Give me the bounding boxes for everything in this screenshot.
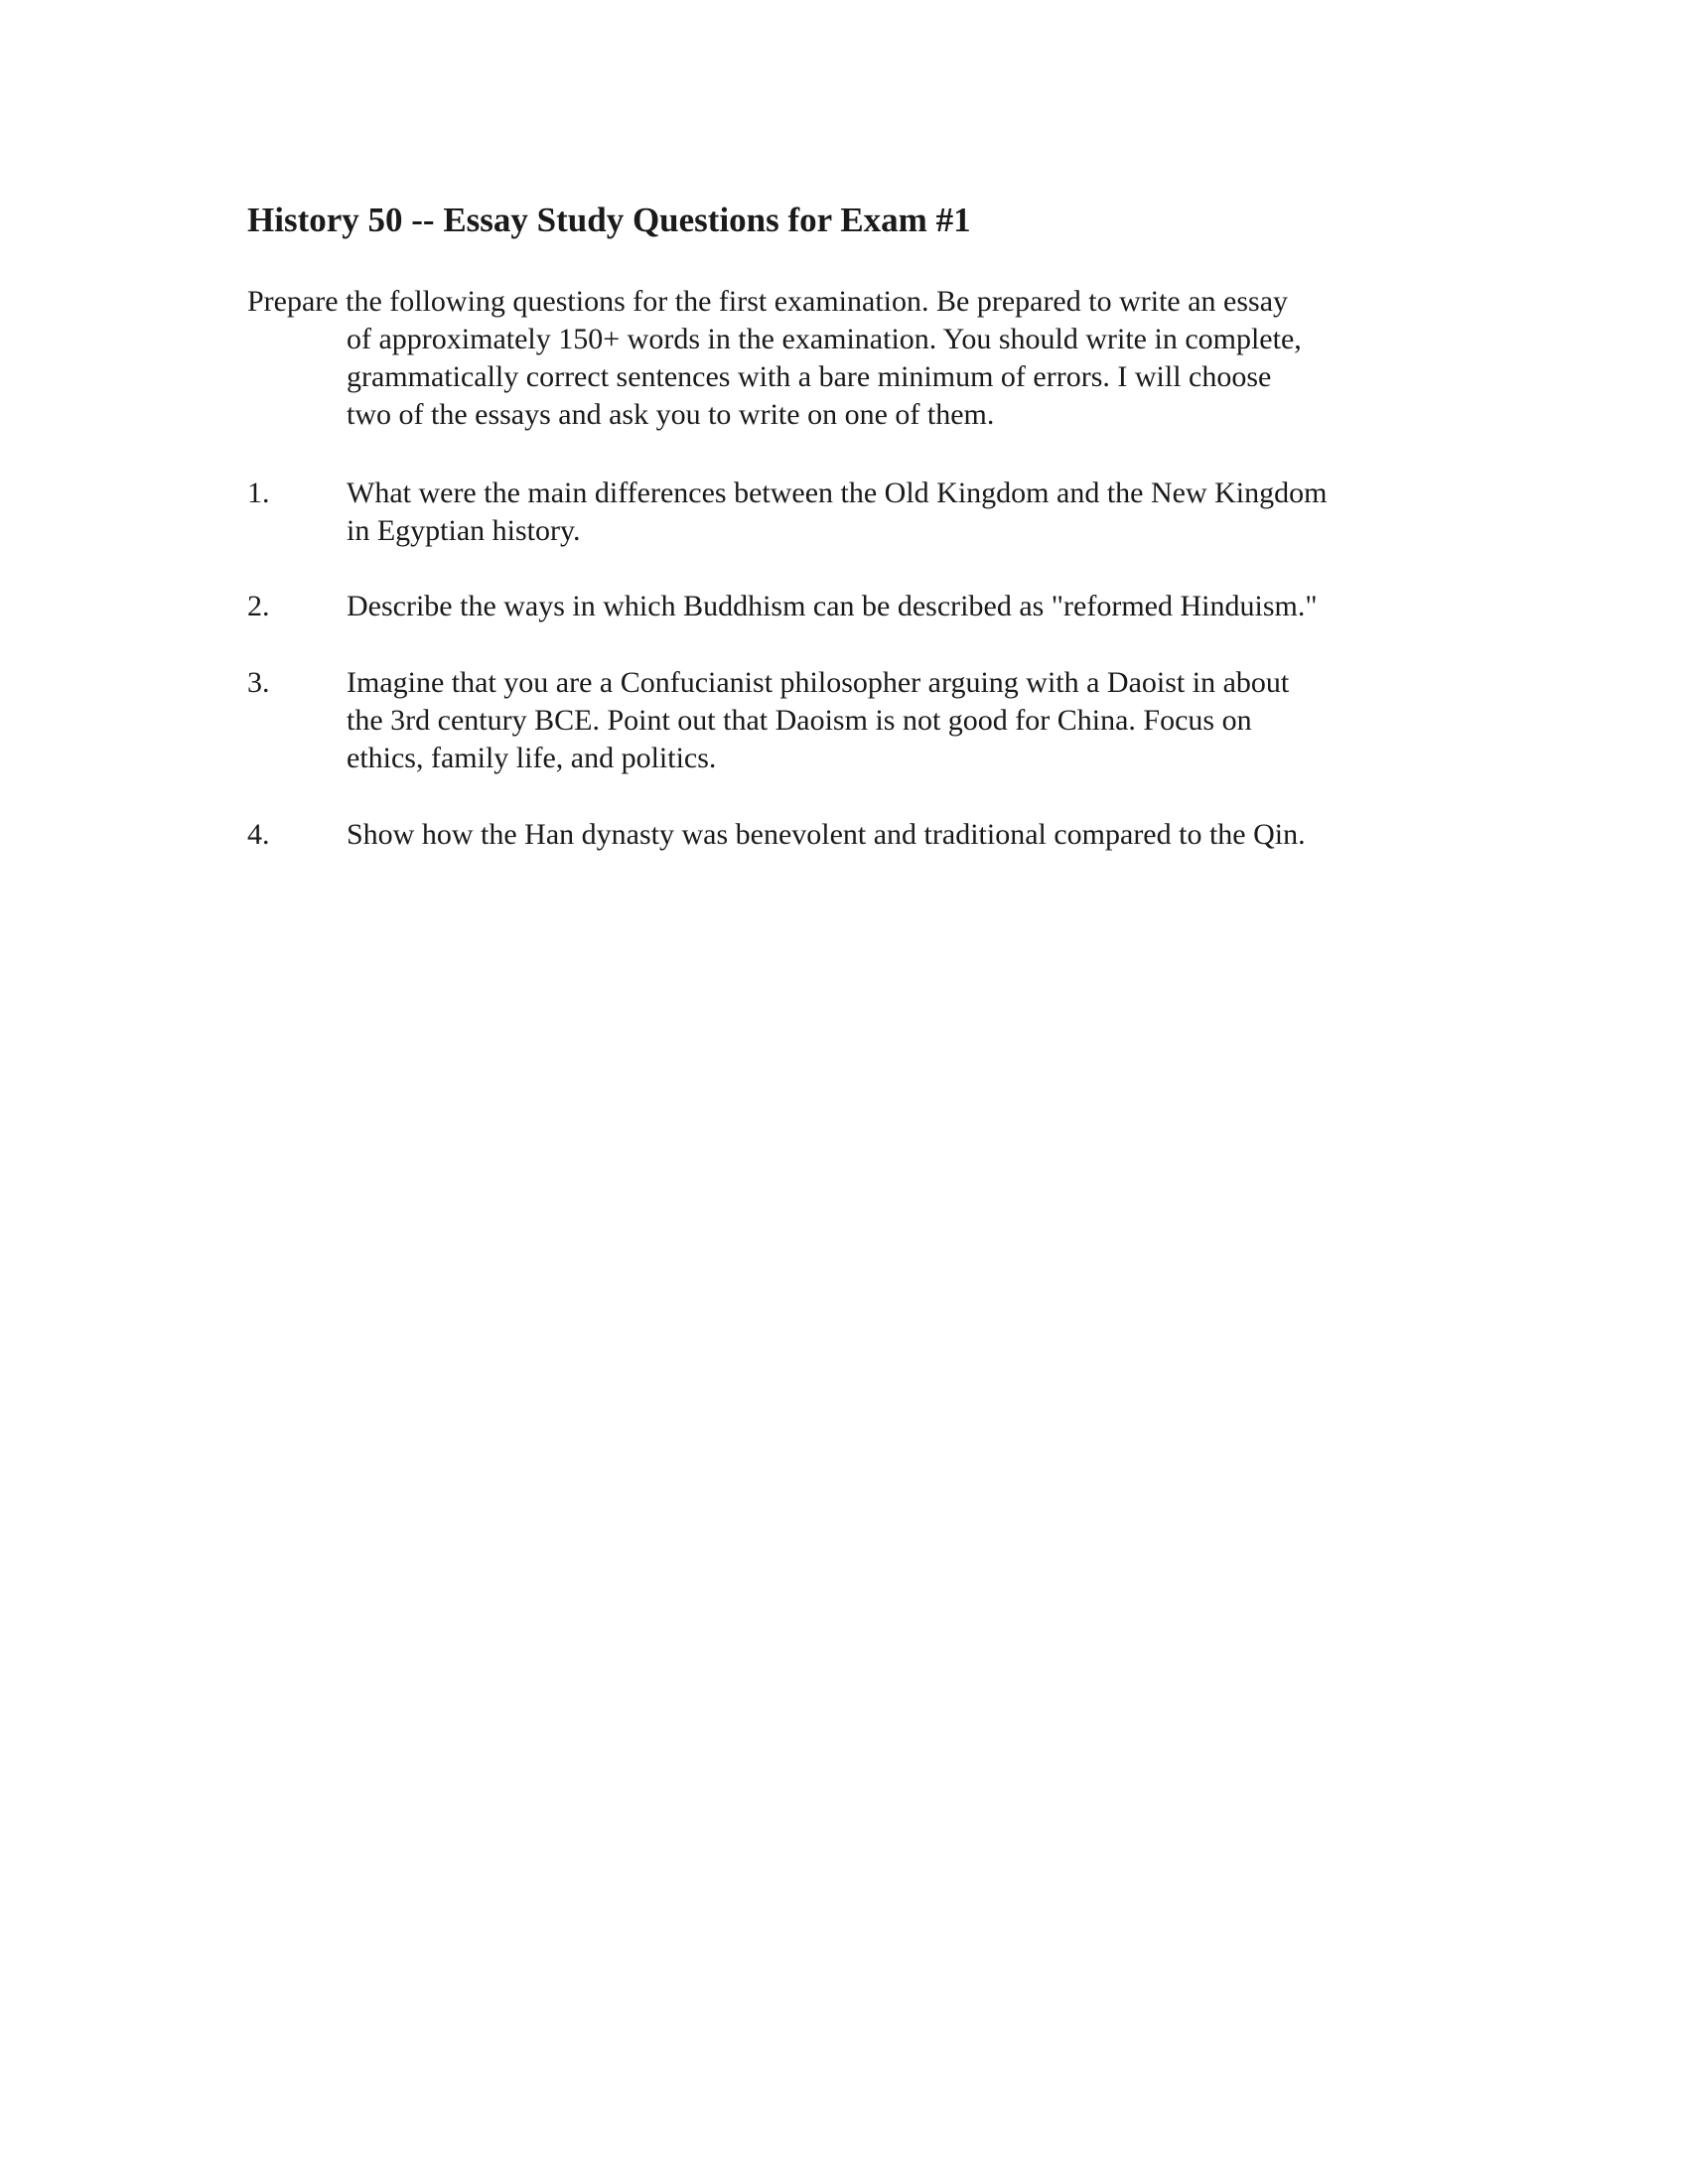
question-text [347, 475, 1459, 550]
question-line: What were the main differences between the Old Kingdom and the New Kingdom [347, 477, 1328, 509]
question-line: ethics, family life, and politics. [347, 742, 717, 774]
instructions-line: Prepare the following questions for the first examination. Be prepared to write an essay [247, 285, 1289, 318]
question-number: 2. [247, 590, 270, 622]
question-number: 1. [247, 477, 270, 509]
instructions-line: two of the essays and ask you to write on one of them. [347, 398, 995, 431]
question-line: the 3rd century BCE. Point out that Daoism is not good for China. Focus on [347, 704, 1252, 737]
question-line: Imagine that you are a Confucianist philosopher arguing with a Daoist in about [347, 666, 1290, 699]
question-number: 3. [247, 666, 270, 699]
instructions-paragraph [247, 283, 1459, 434]
question-text [347, 588, 1459, 625]
question-line: Describe the ways in which Buddhism can be described as "reformed Hinduism." [347, 590, 1318, 622]
question-line: Show how the Han dynasty was benevolent and traditional compared to the Qin. [347, 818, 1306, 851]
instructions-line: of approximately 150+ words in the examination. You should write in complete, [347, 323, 1302, 355]
question-number: 4. [247, 818, 270, 851]
question-text [347, 816, 1459, 854]
question-line: in Egyptian history. [347, 514, 581, 547]
document-title: History 50 -- Essay Study Questions for Exam #1 [247, 201, 971, 239]
question-text [347, 664, 1459, 777]
instructions-line: grammatically correct sentences with a bare minimum of errors. I will choose [347, 360, 1272, 393]
